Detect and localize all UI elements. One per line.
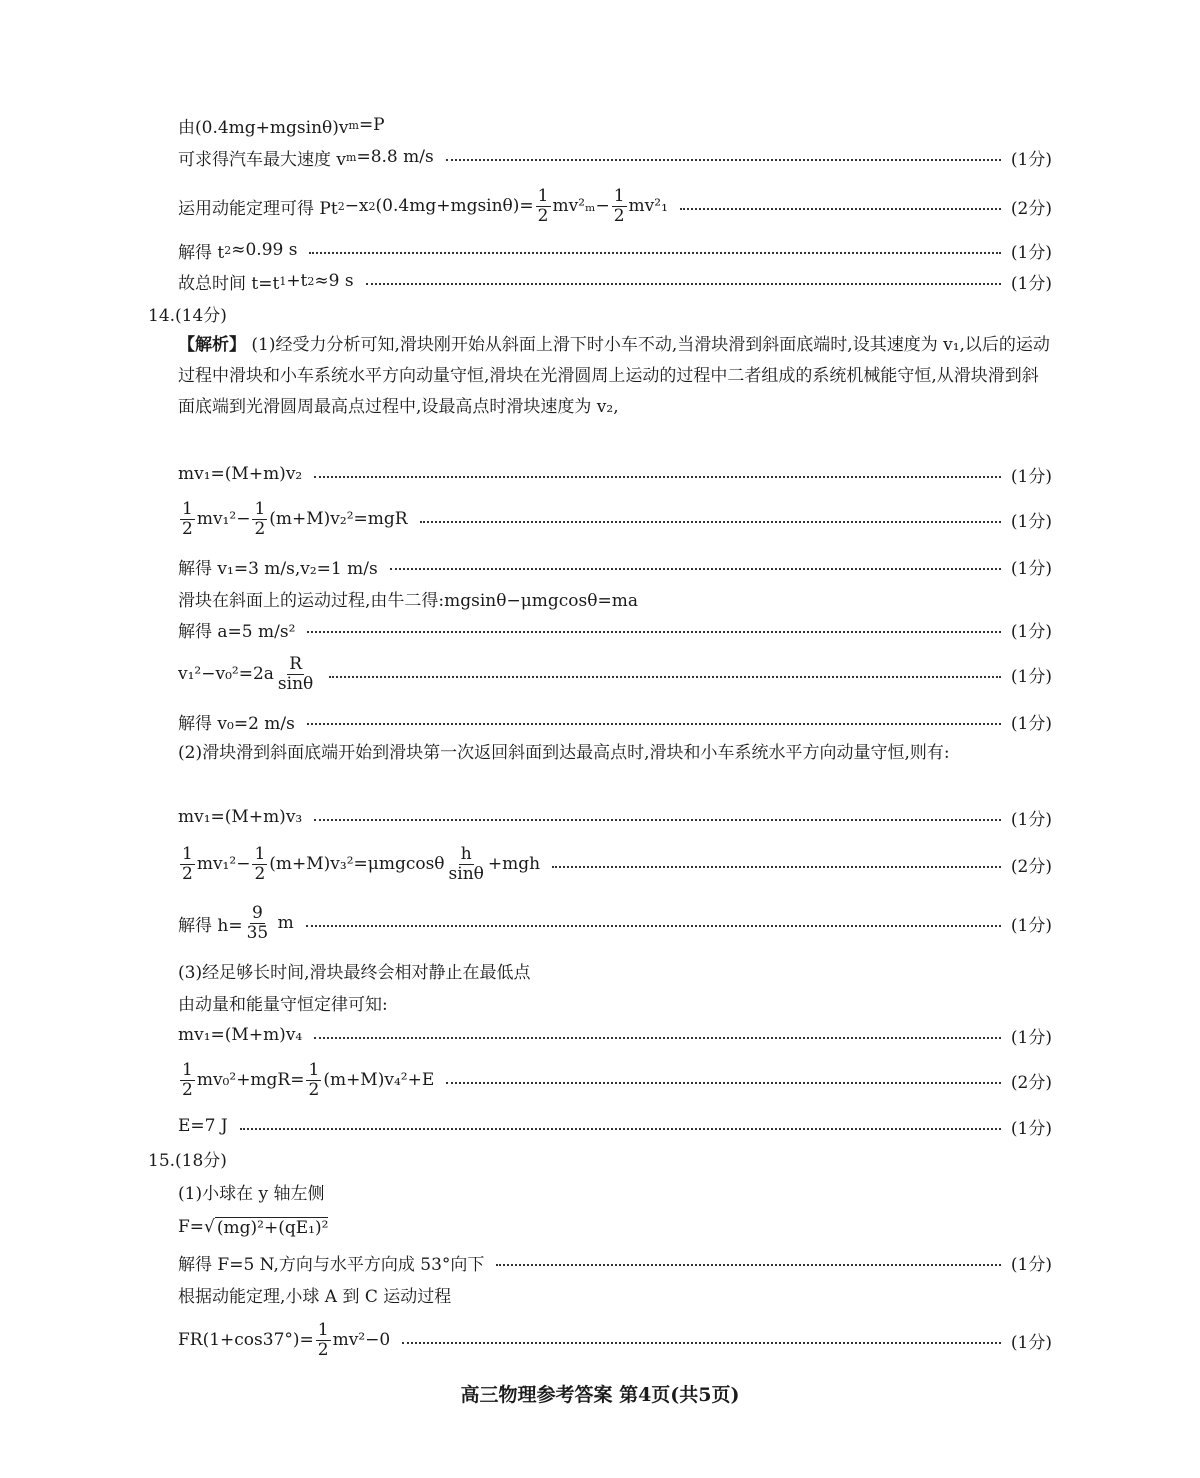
solution-line: 由(0.4mg+mgsinθ)v m =P (178, 115, 385, 138)
score: (1分) (1010, 558, 1052, 579)
leader-dots (552, 866, 1001, 868)
leader-dots (402, 1342, 1001, 1344)
leader-dots (329, 676, 1001, 678)
score: (1分) (1010, 1027, 1052, 1048)
question-number: 15.(18分) (148, 1150, 227, 1171)
score: (1分) (1010, 242, 1052, 263)
score: (1分) (1010, 511, 1052, 532)
solution-line: 运用动能定理可得 Pt 2 −x 2 (0.4mg+mgsinθ)= $\frac{1}{2}$ mv²ₘ − $\frac{1}{2}$ mv²₁ (2分) (178, 185, 1052, 226)
leader-dots (366, 283, 1001, 285)
solution-line: 故总时间 t=t 1 +t 2 ≈9 s (1分) (178, 266, 1052, 296)
score: (1分) (1010, 1254, 1052, 1275)
solution-line: 解得 v₁=3 m/s,v₂=1 m/s (1分) (178, 551, 1052, 581)
solution-line: 解得 t 2 ≈0.99 s (1分) (178, 235, 1052, 265)
solution-line: (1)小球在 y 轴左侧 (178, 1183, 325, 1204)
score: (1分) (1010, 666, 1052, 687)
solution-line: 可求得汽车最大速度 v m =8.8 m/s (1分) (178, 142, 1052, 172)
solution-line: $\frac{1}{2}$ mv₁² − $\frac{1}{2}$ (m+M)v₂²=mgR (1分) (182, 498, 1052, 539)
leader-dots (446, 1082, 1001, 1084)
solution-line: E=7 J (1分) (178, 1111, 1052, 1141)
leader-dots (307, 631, 1001, 633)
score: (2分) (1010, 1072, 1052, 1093)
leader-dots (496, 1264, 1001, 1266)
analysis-paragraph: (2)滑块滑到斜面底端开始到滑块第一次返回斜面到达最高点时,滑块和小车系统水平方向动量守恒,则有: (178, 743, 950, 763)
solution-line: 解得 F=5 N,方向与水平方向成 53°向下 (1分) (178, 1247, 1052, 1277)
leader-dots (390, 568, 1001, 570)
solution-line: F= √ (mg)²+(qE₁)² (178, 1217, 329, 1238)
solution-line: mv₁=(M+m)v₂ (1分) (178, 459, 1052, 489)
score: (1分) (1010, 809, 1052, 830)
solution-line: $\frac{1}{2}$ mv₁² − $\frac{1}{2}$ (m+M)v₃²=μmgcosθ $\frac{h}{\sin\theta}$ +mgh (2分) (182, 843, 1052, 884)
solution-line: v₁²−v₀²=2a $\frac{R}{\sin\theta}$ (1分) (178, 653, 1052, 694)
question-number: 14.(14分) (148, 305, 227, 326)
solution-line: 解得 v₀=2 m/s (1分) (178, 706, 1052, 736)
score: (2分) (1010, 198, 1052, 219)
score: (1分) (1010, 273, 1052, 294)
solution-line: 根据动能定理,小球 A 到 C 运动过程 (178, 1286, 452, 1307)
score: (1分) (1010, 149, 1052, 170)
solution-line: 解得 h= $\frac{9}{35}$ m (1分) (178, 902, 1052, 943)
solution-line: FR(1+cos37°)= $\frac{1}{2}$ mv²−0 (1分) (178, 1319, 1052, 1360)
leader-dots (306, 925, 1001, 927)
solution-line: mv₁=(M+m)v₃ (1分) (178, 802, 1052, 832)
leader-dots (307, 723, 1001, 725)
score: (1分) (1010, 1332, 1052, 1353)
score: (1分) (1010, 466, 1052, 487)
score: (2分) (1010, 856, 1052, 877)
solution-line: $\frac{1}{2}$ mv₀² +mgR= $\frac{1}{2}$ (m+M)v₄²+E (2分) (182, 1059, 1052, 1100)
leader-dots (680, 208, 1001, 210)
solution-line: mv₁=(M+m)v₄ (1分) (178, 1020, 1052, 1050)
leader-dots (240, 1128, 1001, 1130)
score: (1分) (1010, 713, 1052, 734)
leader-dots (446, 159, 1001, 161)
score: (1分) (1010, 1118, 1052, 1139)
leader-dots (314, 476, 1001, 478)
solution-line: 滑块在斜面上的运动过程,由牛二得:mgsinθ−μmgcosθ=ma (178, 590, 638, 611)
analysis-paragraph: 【解析】 (1)经受力分析可知,滑块刚开始从斜面上滑下时小车不动,当滑块滑到斜面底端时,设其速度为 v₁,以后的运动过程中滑块和小车系统水平方向动量守恒,滑块在光滑圆周上运动的过程中二者组成的系统机械能守恒,从滑块滑到斜面底端到光滑圆周最高点过程中,设最高点时滑块速度为 v₂, (178, 335, 1050, 417)
score: (1分) (1010, 621, 1052, 642)
leader-dots (314, 819, 1001, 821)
solution-line: (3)经足够长时间,滑块最终会相对静止在最低点 (178, 962, 531, 983)
score: (1分) (1010, 915, 1052, 936)
leader-dots (420, 521, 1001, 523)
leader-dots (309, 252, 1000, 254)
leader-dots (314, 1037, 1001, 1039)
page-footer: 高三物理参考答案 第4页(共5页) (460, 1384, 740, 1406)
solution-line: 解得 a=5 m/s² (1分) (178, 614, 1052, 644)
solution-line: 由动量和能量守恒定律可知: (178, 994, 388, 1015)
